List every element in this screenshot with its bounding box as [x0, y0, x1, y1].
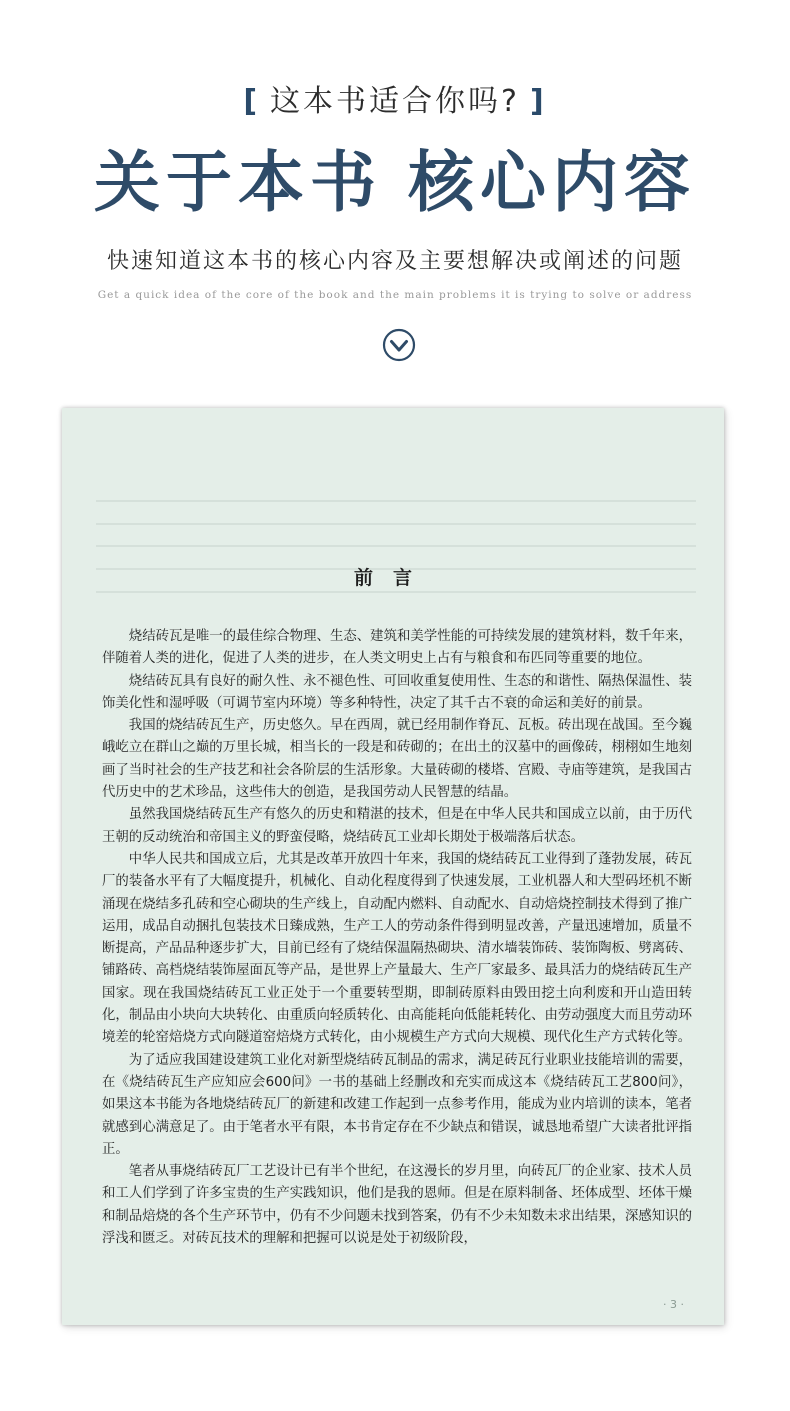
bleed-through-line [96, 591, 696, 593]
chevron-down-circle-icon [382, 328, 416, 362]
question-heading [0, 76, 790, 120]
title-part-2: 核心内容 [408, 143, 696, 221]
bracket-right: ] [529, 84, 547, 119]
main-title [0, 142, 790, 222]
paragraph: 中华人民共和国成立后，尤其是改革开放四十年来，我国的烧结砖瓦工业得到了蓬勃发展，砖瓦厂的装备水平有了大幅度提升，机械化、自动化程度得到了快速发展，工业机器人和大型码坯机不断涌现在烧结多孔砖和空心砌块的生产线上，自动配内燃料、自动配水、自动焙烧控制技术得到了推广运用，成品自动捆扎包装技术日臻成熟，生产工人的劳动条件得到明显改善，产量迅速增加，质量不断提高，产品品种逐步扩大，目前已经有了烧结保温隔热砌块、清水墙装饰砖、装饰陶板、劈离砖、铺路砖、高档烧结装饰屋面瓦等产品，是世界上产量最大、生产厂家最多、最具活力的烧结砖瓦生产国家。现在我国烧结砖瓦工业正处于一个重要转型期，即制砖原料由毁田挖土向利废和开山造田转化，制品由小块向大块转化、由重质向轻质转化、由高能耗向低能耗转化、由劳动强度大而且劳动环境差的轮窑焙烧方式向隧道窑焙烧方式转化，由小规模生产方式向大规模、现代化生产方式转化等。 [102, 851, 692, 1046]
paragraph: 烧结砖瓦具有良好的耐久性、永不褪色性、可回收重复使用性、生态的和谐性、隔热保温性、装饰美化性和湿呼吸（可调节室内环境）等多种特性，决定了其千古不衰的命运和美好的前景。 [102, 673, 692, 711]
subtitle-english: Get a quick idea of the core of the book and the main problems it is trying to solve or address [97, 289, 693, 301]
bracket-left: [ [243, 84, 261, 119]
paragraph: 虽然我国烧结砖瓦生产有悠久的历史和精湛的技术，但是在中华人民共和国成立以前，由于历代王朝的反动统治和帝国主义的野蛮侵略，烧结砖瓦工业却长期处于极端落后状态。 [102, 807, 692, 845]
bleed-through-line [96, 545, 696, 547]
paragraph: 笔者从事烧结砖瓦厂工艺设计已有半个世纪，在这漫长的岁月里，向砖瓦厂的企业家、技术人员和工人们学到了许多宝贵的生产实践知识，他们是我的恩师。但是在原料制备、坯体成型、坯体干燥和制品焙烧的各个生产环节中，仍有不少问题未找到答案，仍有不少未知数未求出结果，深感知识的浮浅和匮乏。对砖瓦技术的理解和把握可以说是处于初级阶段， [102, 1164, 692, 1247]
preface-body [102, 626, 692, 1250]
book-page-photo [62, 408, 724, 1325]
paragraph: 为了适应我国建设建筑工业化对新型烧结砖瓦制品的需求，满足砖瓦行业职业技能培训的需要，在《烧结砖瓦生产应知应会600问》一书的基础上经删改和充实而成这本《烧结砖瓦工艺800问》，如果这本书能为各地烧结砖瓦厂的新建和改建工作起到一点参考作用，能成为业内培训的读本，笔者就感到心满意足了。由于笔者水平有限，本书肯定存在不少缺点和错误，诚恳地希望广大读者批评指正。 [102, 1052, 692, 1157]
preface-heading: 前言 [353, 567, 432, 589]
title-part-1: 关于本书 [94, 143, 382, 221]
paragraph: 我国的烧结砖瓦生产，历史悠久。早在西周，就已经用制作脊瓦、瓦板。砖出现在战国。至今巍峨屹立在群山之巅的万里长城，相当长的一段是和砖砌的；在出土的汉墓中的画像砖，栩栩如生地刻画了当时社会的生产技艺和社会各阶层的生活形象。大量砖砌的楼塔、宫殿、寺庙等建筑，是我国古代历史中的艺术珍品，这些伟大的创造，是我国劳动人民智慧的结晶。 [102, 718, 692, 801]
paragraph: 烧结砖瓦是唯一的最佳综合物理、生态、建筑和美学性能的可持续发展的建筑材料，数千年来，伴随着人类的进化，促进了人类的进步，在人类文明史上占有与粮食和布匹同等重要的地位。 [102, 629, 692, 667]
question-text: 这本书适合你吗? [270, 84, 520, 119]
bleed-through-line [96, 500, 696, 502]
header-banner [0, 0, 790, 400]
subtitle-chinese: 快速知道这本书的核心内容及主要想解决或阐述的问题 [106, 249, 683, 274]
bleed-through-line [96, 523, 696, 525]
page-number: · 3 · [663, 1298, 684, 1311]
